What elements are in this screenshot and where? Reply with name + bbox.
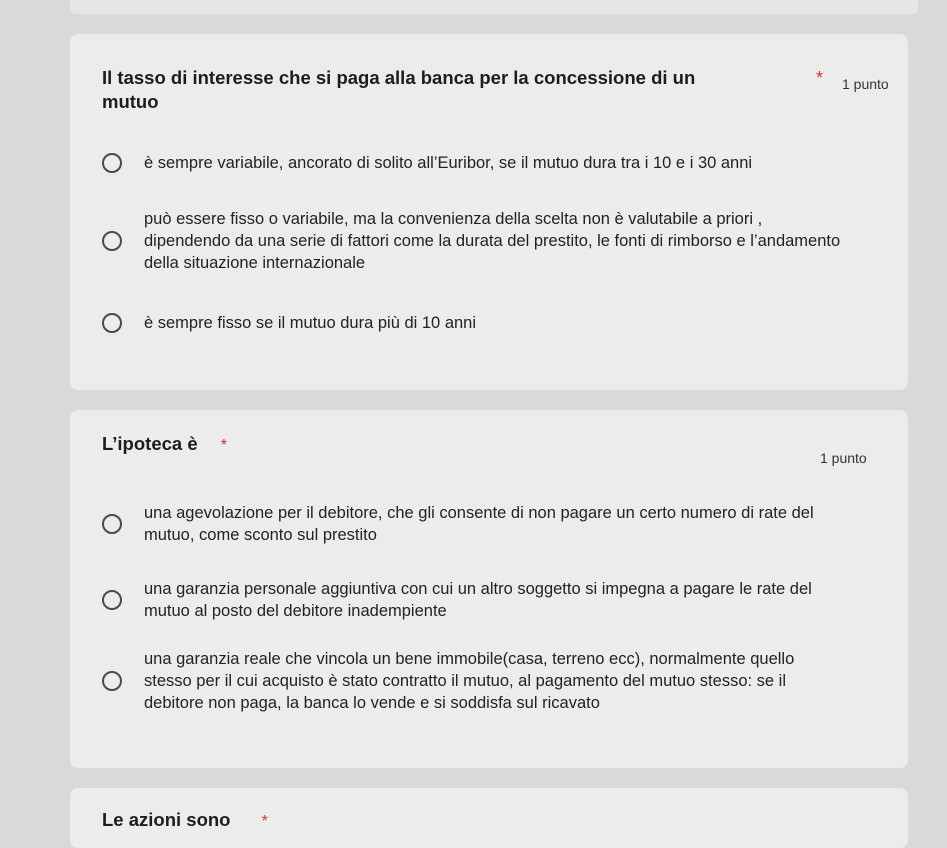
radio-button[interactable] [102,153,122,173]
required-asterisk: * [816,68,824,88]
option-garanzia-reale[interactable] [102,648,872,714]
option-garanzia-personale[interactable] [102,578,872,622]
question-title-text: L’ipoteca è [102,433,198,454]
option-label: può essere fisso o variabile, ma la convenienza della scelta non è valutabile a priori , dipendendo da una serie di fattori come la durata del prestito, le fonti di rimborso e l’andamento della situazione internazionale [144,210,841,272]
radio-button[interactable] [102,671,122,691]
question-card-interest-rate [70,34,908,390]
question-points: 1 punto [842,76,889,92]
option-label: è sempre fisso se il mutuo dura più di 10 anni [144,314,477,332]
option-variable-euribor[interactable] [102,152,872,174]
question-title [102,432,227,458]
question-title [102,808,268,834]
option-agevolazione[interactable] [102,502,872,546]
option-label: una agevolazione per il debitore, che gli consente di non pagare un certo numero di rate del mutuo, come sconto sul prestito [144,504,814,544]
option-fixed-or-variable[interactable] [102,208,872,274]
question-card-ipoteca [70,410,908,768]
question-points: 1 punto [820,450,867,466]
option-label: è sempre variabile, ancorato di solito all’Euribor, se il mutuo dura tra i 10 e i 30 anni [144,154,753,172]
radio-button[interactable] [102,514,122,534]
option-label: una garanzia reale che vincola un bene immobile(casa, terreno ecc), normalmente quello stesso per il cui acquisto è stato contratto il mutuo, al pagamento del mutuo stesso: se il debitore non paga, la banca lo vende e si soddisfa sul ricavato [144,650,795,712]
radio-button[interactable] [102,231,122,251]
radio-button[interactable] [102,590,122,610]
option-label: una garanzia personale aggiuntiva con cui un altro soggetto si impegna a pagare le rate del mutuo al posto del debitore inadempiente [144,580,812,620]
radio-button[interactable] [102,313,122,333]
required-asterisk: * [220,437,227,454]
question-title-text: Il tasso di interesse che si paga alla banca per la concessione di un mutuo [102,67,696,112]
required-asterisk: * [261,813,268,830]
previous-card-edge [70,0,918,14]
question-title [102,66,742,114]
question-card-azioni [70,788,908,848]
option-always-fixed[interactable] [102,312,872,334]
question-title-text: Le azioni sono [102,809,231,830]
